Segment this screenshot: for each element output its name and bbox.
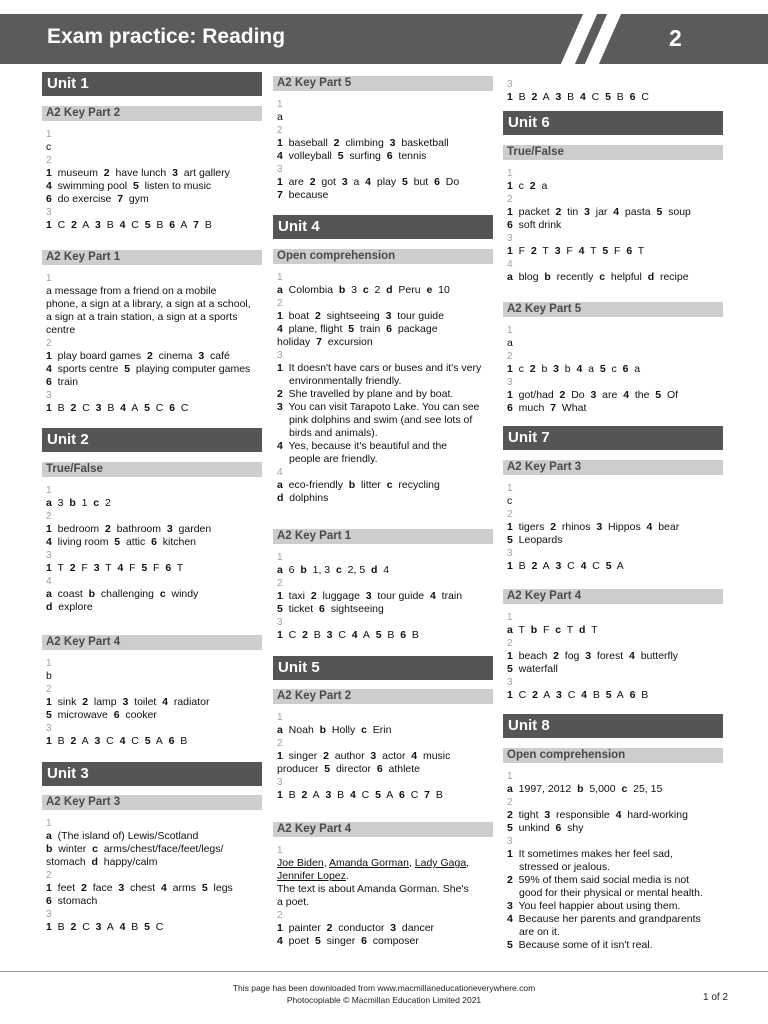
answer-line: 5 Because some of it isn't real. [507,939,653,951]
exercise-number: 1 [46,658,52,669]
exercise-number: 2 [277,125,283,136]
exercise-number: 1 [277,552,283,563]
section-heading: A2 Key Part 2 [273,689,493,704]
section-heading: Open comprehension [273,249,493,264]
exercise-number: 3 [507,377,513,388]
unit-heading: Unit 3 [42,762,262,786]
answer-line: b [46,670,52,682]
answer-block [277,844,493,948]
section-heading: A2 Key Part 4 [273,822,493,837]
exercise-number: 1 [507,325,513,336]
answer-line: producer 5 director 6 athlete [277,763,421,775]
answer-block [46,817,262,934]
answer-line: 4 plane, flight 5 train 6 package [277,323,438,335]
answer-line: 1 singer 2 author 3 actor 4 music [277,750,451,762]
answer-line: 1 beach 2 fog 3 forest 4 butterfly [507,650,679,662]
answer-line: 1 play board games 2 cinema 3 café [46,350,230,362]
exercise-number: 4 [277,467,283,478]
footer-download-note: This page has been downloaded from www.macmillaneducationeverywhere.com [232,983,536,993]
answer-line: 1 are 2 got 3 a 4 play 5 but 6 Do [277,176,460,188]
exercise-number: 1 [507,771,513,782]
answer-line: 1 T 2 F 3 T 4 F 5 F 6 T [46,562,184,574]
exercise-number: 1 [46,485,52,496]
answer-line: 1 It sometimes makes her feel sad, [507,848,673,860]
answer-line: d explore [46,601,93,613]
answer-block [277,271,493,505]
answer-line: a message from a friend on a mobile [46,285,217,297]
exercise-number: 1 [277,99,283,110]
exercise-number: 1 [507,168,513,179]
answer-line: good for their physical or mental health. [519,887,703,899]
exercise-number: 3 [507,233,513,244]
answer-line: 4 living room 5 attic 6 kitchen [46,536,197,548]
exercise-number: 2 [46,338,52,349]
answer-line: 4 volleyball 5 surfing 6 tennis [277,150,427,162]
answer-line: 4 swimming pool 5 listen to music [46,180,212,192]
exercise-number: 2 [507,194,513,205]
exercise-number: 3 [277,617,283,628]
unit-heading: Unit 6 [503,111,723,135]
section-heading: A2 Key Part 5 [503,302,723,317]
answer-line: 1 feet 2 face 3 chest 4 arms 5 legs [46,882,233,894]
answer-block [507,78,723,104]
answer-line: centre [46,324,76,336]
answer-line: 6 stomach [46,895,98,907]
answer-line: 4 Yes, because it's beautiful and the [277,440,448,452]
chapter-number: 2 [669,25,682,51]
exercise-number: 1 [507,612,513,623]
answer-line: c [507,495,513,507]
answer-line: 5 Leopards [507,534,563,546]
section-heading: True/False [503,145,723,160]
answer-line: 3 You can visit Tarapoto Lake. You can see [277,401,480,413]
exercise-number: 3 [46,723,52,734]
footer-divider [0,971,768,972]
exercise-number: 2 [507,638,513,649]
answer-block [507,611,723,702]
exercise-number: 3 [277,350,283,361]
answer-line: Jennifer Lopez. [277,870,349,882]
answer-line: 1 c 2 b 3 b 4 a 5 c 6 a [507,363,641,375]
exercise-number: 1 [277,845,283,856]
section-heading: A2 Key Part 2 [42,106,262,121]
answer-line: 5 microwave 6 cooker [46,709,157,721]
answer-line: a eco-friendly b litter c recycling [277,479,440,491]
answer-line: a Colombia b 3 c 2 d Peru e 10 [277,284,450,296]
section-heading: A2 Key Part 3 [42,795,262,810]
section-heading: A2 Key Part 4 [42,635,262,650]
answer-line: 1 B 2 A 3 C 4 C 5 A [507,560,624,572]
exercise-number: 2 [46,155,52,166]
answer-line: are on it. [519,926,560,938]
footer-copyright: Photocopiable © Macmillan Education Limited 2021 [286,995,482,1005]
exercise-number: 4 [46,576,52,587]
answer-line: birds and animals). [289,427,378,439]
answer-line: 1 B 2 C 3 A 4 B 5 C [46,921,164,933]
exercise-number: 3 [507,677,513,688]
section-heading: A2 Key Part 3 [503,460,723,475]
answer-line: environmentally friendly. [289,375,402,387]
unit-heading: Unit 5 [273,656,493,680]
answer-line: a Noah b Holly c Erin [277,724,392,736]
exercise-number: 2 [507,351,513,362]
exercise-number: 3 [507,79,513,90]
answer-line: a 1997, 2012 b 5,000 c 25, 15 [507,783,663,795]
unit-heading: Unit 2 [42,428,262,452]
answer-block [507,770,723,952]
section-heading: A2 Key Part 5 [273,76,493,91]
answer-line: 1 C 2 A 3 B 4 C 5 B 6 A 7 B [46,219,212,231]
exercise-number: 1 [277,712,283,723]
answer-line: stressed or jealous. [519,861,611,873]
answer-line: a coast b challenging c windy [46,588,199,600]
answer-line: 1 c 2 a [507,180,548,192]
answer-line: Joe Biden, Amanda Gorman, Lady Gaga, [277,857,470,869]
exercise-number: 2 [46,511,52,522]
answer-line: 1 bedroom 2 bathroom 3 garden [46,523,212,535]
exercise-number: 1 [277,272,283,283]
section-heading: True/False [42,462,262,477]
exercise-number: 1 [46,129,52,140]
answer-line: 6 train [46,376,79,388]
answer-line: 1 museum 2 have lunch 3 art gallery [46,167,230,179]
exercise-number: 3 [507,836,513,847]
answer-line: 1 taxi 2 luggage 3 tour guide 4 train [277,590,463,602]
answer-line: 4 Because her parents and grandparents [507,913,701,925]
exercise-number: 2 [277,910,283,921]
answer-line: c [46,141,52,153]
answer-block [46,657,262,748]
unit-heading: Unit 8 [503,714,723,738]
answer-line: 6 much 7 What [507,402,587,414]
exercise-number: 2 [277,298,283,309]
answer-line: 1 F 2 T 3 F 4 T 5 F 6 T [507,245,645,257]
answer-block [277,98,493,202]
section-heading: A2 Key Part 1 [273,529,493,544]
exercise-number: 1 [46,818,52,829]
answer-block [46,272,262,415]
answer-line: The text is about Amanda Gorman. She's [277,883,469,895]
section-heading: Open comprehension [503,748,723,763]
exercise-number: 3 [46,550,52,561]
answer-line: 5 unkind 6 shy [507,822,584,834]
section-heading: A2 Key Part 4 [503,589,723,604]
answer-line: 7 because [277,189,329,201]
answer-line: a poet. [277,896,310,908]
answer-line: pink dolphins and swim (and see lots of [289,414,473,426]
answer-line: 3 You feel happier about using them. [507,900,681,912]
answer-line: a [277,111,283,123]
answer-line: 1 B 2 A 3 B 4 C 5 B 6 C [507,91,649,103]
exercise-number: 2 [46,684,52,695]
answer-block [46,128,262,232]
answer-line: stomach d happy/calm [46,856,158,868]
unit-heading: Unit 4 [273,215,493,239]
unit-heading: Unit 1 [42,72,262,96]
answer-line: 5 waterfall [507,663,558,675]
exercise-number: 2 [507,509,513,520]
answer-line: 2 tight 3 responsible 4 hard-working [507,809,688,821]
answer-line: 2 She travelled by plane and by boat. [277,388,454,400]
answer-line: d dolphins [277,492,329,504]
answer-line: 1 sink 2 lamp 3 toilet 4 radiator [46,696,210,708]
exercise-number: 3 [46,207,52,218]
answer-line: a 6 b 1, 3 c 2, 5 d 4 [277,564,390,576]
answer-line: 1 C 2 A 3 C 4 B 5 A 6 B [507,689,649,701]
answer-line: a [507,337,513,349]
answer-line: 1 boat 2 sightseeing 3 tour guide [277,310,444,322]
answer-block [277,551,493,642]
unit-heading: Unit 7 [503,426,723,450]
answer-line: 4 poet 5 singer 6 composer [277,935,419,947]
answer-line: b winter c arms/chest/face/feet/legs/ [46,843,224,855]
answer-line: a blog b recently c helpful d recipe [507,271,689,283]
exercise-number: 2 [507,797,513,808]
answer-line: 1 got/had 2 Do 3 are 4 the 5 Of [507,389,679,401]
answer-line: 1 B 2 A 3 C 4 C 5 A 6 B [46,735,188,747]
answer-block [507,482,723,573]
answer-line: people are friendly. [289,453,378,465]
answer-line: a 3 b 1 c 2 [46,497,111,509]
answer-line: 1 B 2 A 3 B 4 C 5 A 6 C 7 B [277,789,443,801]
answer-block [507,167,723,284]
answer-line: 1 It doesn't have cars or buses and it's very [277,362,482,374]
answer-block [46,484,262,614]
answer-block [507,324,723,415]
answer-line: 1 B 2 C 3 B 4 A 5 C 6 C [46,402,189,414]
answer-line: 1 packet 2 tin 3 jar 4 pasta 5 soup [507,206,691,218]
answer-block [277,711,493,802]
page-title: Exam practice: Reading [47,25,286,48]
answer-line: a sign at a train station, a sign at a sports [46,311,238,323]
answer-line: 1 baseball 2 climbing 3 basketball [277,137,449,149]
answer-line: 2 59% of them said social media is not [507,874,690,886]
exercise-number: 3 [277,777,283,788]
answer-line: 5 ticket 6 sightseeing [277,603,384,615]
answer-line: phone, a sign at a library, a sign at a school, [46,298,251,310]
answer-line: a T b F c T d T [507,624,598,636]
section-heading: A2 Key Part 1 [42,250,262,265]
answer-line: 6 soft drink [507,219,562,231]
answer-line: holiday 7 excursion [277,336,373,348]
exercise-number: 3 [277,164,283,175]
exercise-number: 4 [507,259,513,270]
exercise-number: 3 [507,548,513,559]
answer-line: 6 do exercise 7 gym [46,193,149,205]
answer-line: 1 painter 2 conductor 3 dancer [277,922,435,934]
answer-line: 1 C 2 B 3 C 4 A 5 B 6 B [277,629,419,641]
exercise-number: 3 [46,909,52,920]
page-number: 1 of 2 [703,992,729,1003]
answer-line: 4 sports centre 5 playing computer games [46,363,251,375]
exercise-number: 2 [277,738,283,749]
exercise-number: 3 [46,390,52,401]
exercise-number: 1 [46,273,52,284]
exercise-number: 1 [507,483,513,494]
exercise-number: 2 [277,578,283,589]
exercise-number: 2 [46,870,52,881]
answer-line: a (The island of) Lewis/Scotland [46,830,199,842]
answer-line: 1 tigers 2 rhinos 3 Hippos 4 bear [507,521,680,533]
